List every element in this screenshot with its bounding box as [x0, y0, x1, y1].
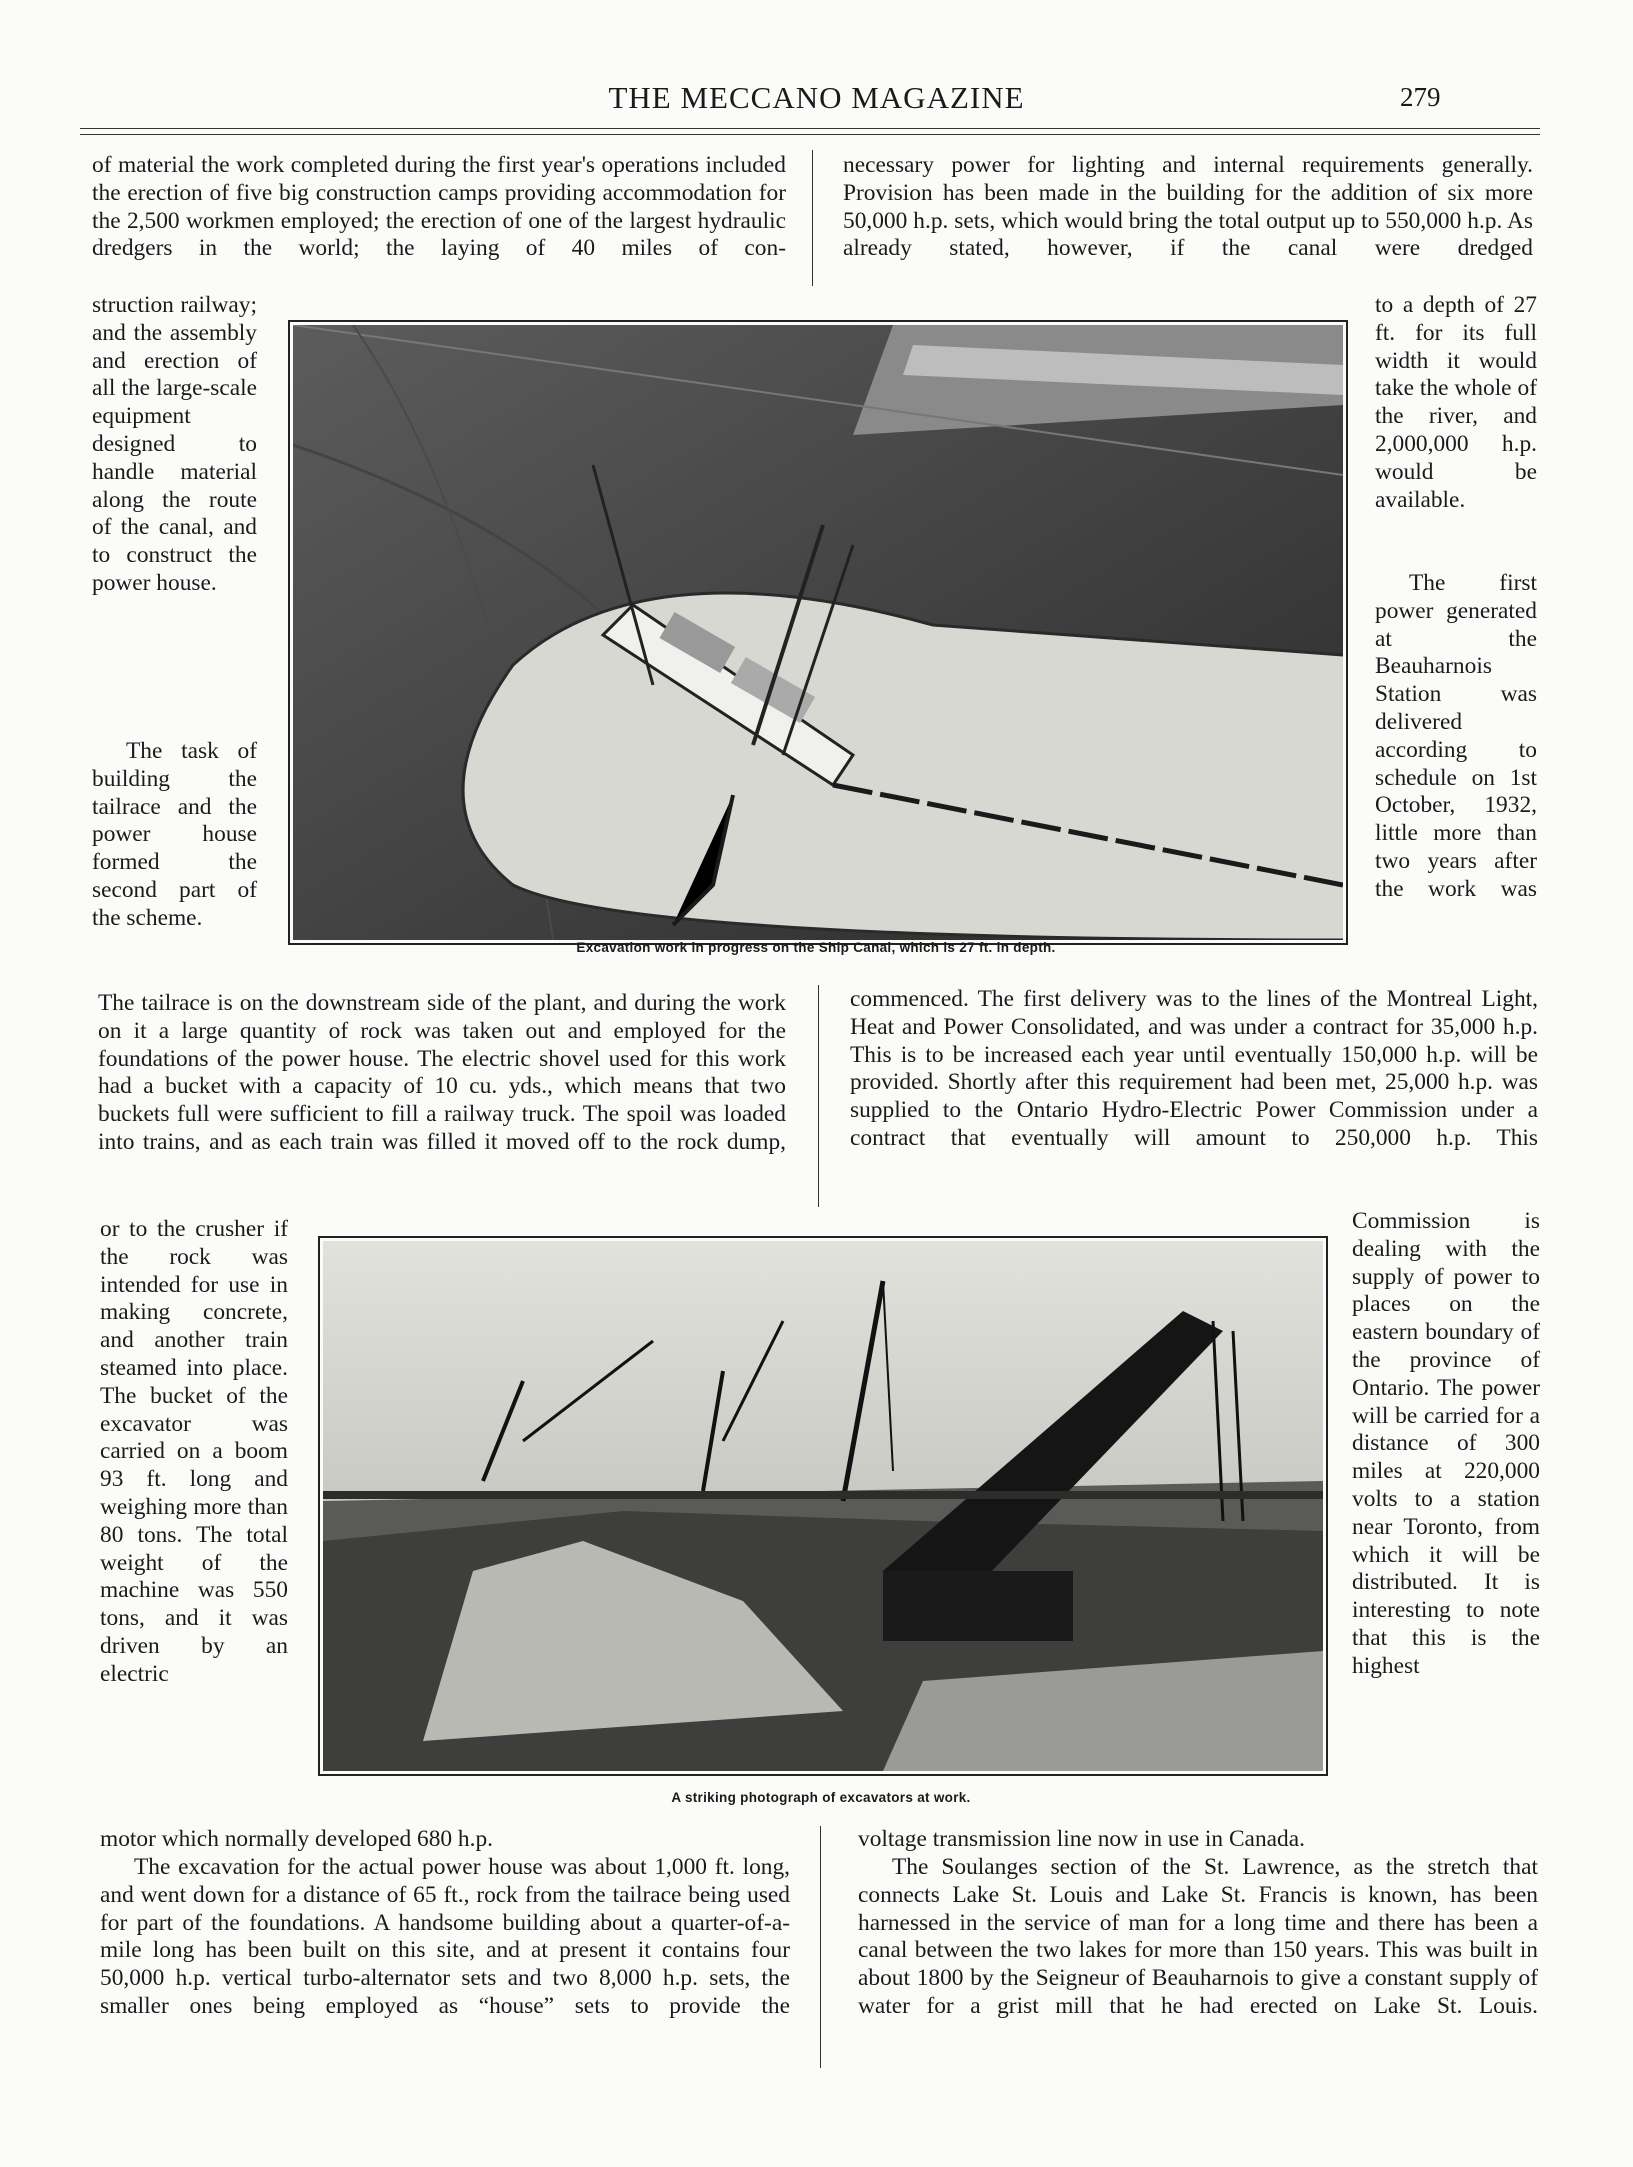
page-number: 279	[1400, 82, 1441, 112]
right-paragraph-6: voltage transmission line now in use in Canada.	[858, 1826, 1305, 1852]
header-rule	[80, 134, 1540, 135]
left-paragraph-4: The tailrace is on the downstream side of the plant, and during the work on it a large quantity of rock was taken out and employed for the foundations of the power house. The electric shovel used for this work had a bucket with a capacity of 10 cu. yds., which means that two buckets full were sufficient to fill a railway truck. The spoil was loaded into trains, and as each train was filled it moved off to the rock dump,	[98, 990, 786, 1155]
magazine-title: THE MECCANO MAGAZINE	[608, 80, 1025, 115]
right-paragraph-7: The Soulanges section of the St. Lawrence, as the stretch that connects Lake St. Louis and Lake St. Francis is known, has been harnessed in the service of man for a long time and there has been a canal between the two lakes for more than 150 years. This was built in about 1800 by the Seigneur of Beauharnois to give a constant supply of water for a grist mill that he had erected on Lake St. Louis.	[858, 1854, 1538, 2019]
excavators-photo	[318, 1236, 1328, 1776]
right-paragraph-2: to a depth of 27 ft. for its full width it would take the whole of the river, and 2,000,000 h.p. would be available.	[1375, 292, 1537, 513]
right-paragraph-5: Commission is dealing with the supply of power to places on the eastern boundary of the province of Ontario. The power will be carried for a distance of 300 miles at 220,000 volts to a station near Toronto, from which it will be distributed. It is interesting to note that this is the highest	[1352, 1208, 1540, 1679]
right-paragraph-4: commenced. The first delivery was to the lines of the Montreal Light, Heat and Power Consolidated, and was under a contract for 35,000 h.p. This is to be increased each year until eventually 150,000 h.p. will be provided. Shortly after this requirement had been met, 25,000 h.p. was supplied to the Ontario Hydro-Electric Power Commission under a contract that eventually will amount to 250,000 h.p. This	[850, 986, 1538, 1151]
column-divider	[820, 1826, 821, 2068]
left-paragraph-6: motor which normally developed 680 h.p.	[100, 1826, 494, 1852]
canal-excavation-photo	[288, 320, 1348, 945]
column-divider	[812, 150, 813, 286]
left-paragraph-1: of material the work completed during the first year's operations included the erection of five big construction camps providing accommodation for the 2,500 workmen employed; the erection of one of the largest hydraulic dredgers in the world; the laying of 40 miles of con-	[92, 152, 786, 262]
left-paragraph-3: The task of building the tailrace and the power house formed the second part of the scheme.	[92, 738, 257, 931]
right-paragraph-3: The first power generated at the Beauharnois Station was delivered according to schedule on 1st October, 1932, little more than two years after the work was	[1375, 570, 1537, 902]
top-photo-caption: Excavation work in progress on the Ship Canal, which is 27 ft. in depth.	[576, 940, 1056, 955]
left-paragraph-2: struction railway; and the assembly and erection of all the large-scale equipment designed to handle material along the route of the canal, and to construct the power house.	[92, 292, 257, 596]
left-paragraph-5: or to the crusher if the rock was intended for use in making concrete, and another train steamed into place. The bucket of the excavator was carried on a boom 93 ft. long and weighing more than 80 tons. The total weight of the machine was 550 tons, and it was driven by an electric	[100, 1216, 288, 1687]
bottom-photo-caption: A striking photograph of excavators at work.	[671, 1790, 971, 1805]
header-rule	[80, 128, 1540, 129]
left-paragraph-7: The excavation for the actual power house was about 1,000 ft. long, and went down for a distance of 65 ft., rock from the tailrace being used for part of the foundations. A handsome building about a quarter-of-a-mile long has been built on this site, and at present it contains four 50,000 h.p. vertical turbo-alternator sets and two 8,000 h.p. sets, the smaller ones being employed as “house” sets to provide the	[100, 1854, 790, 2019]
column-divider	[818, 985, 819, 1207]
right-paragraph-1: necessary power for lighting and internal requirements generally. Provision has been made in the building for the addition of six more 50,000 h.p. sets, which would bring the total output up to 550,000 h.p. As already stated, however, if the canal were dredged	[843, 152, 1533, 262]
